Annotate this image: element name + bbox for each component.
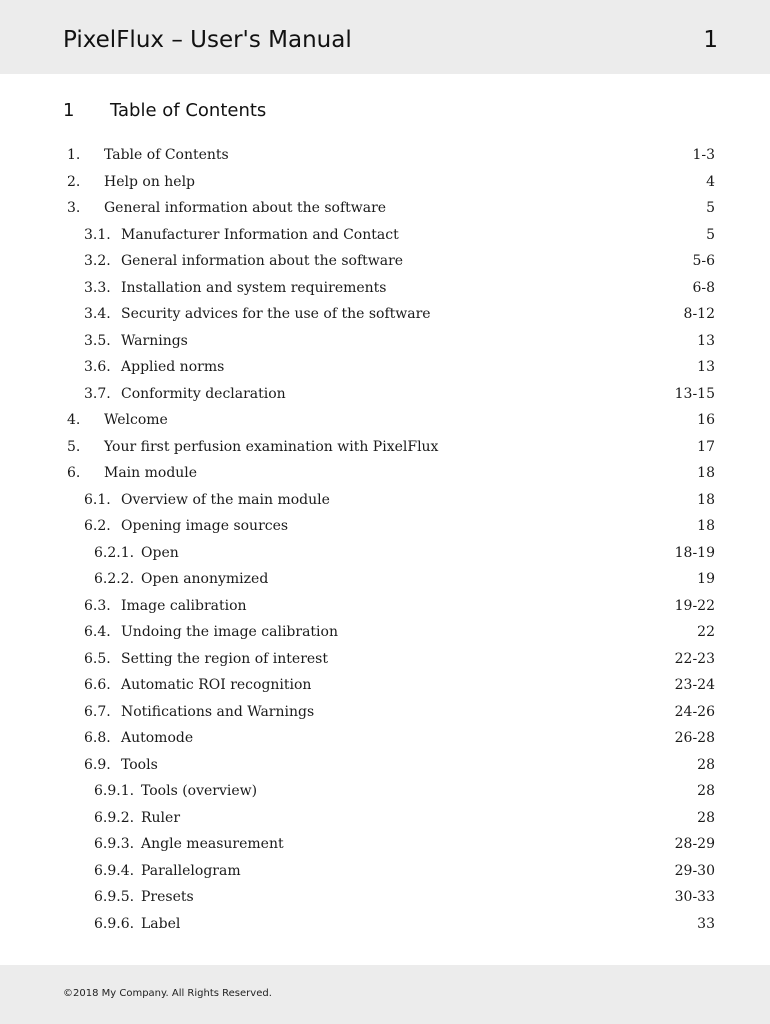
toc-entry-title: Undoing the image calibration (121, 624, 338, 640)
toc-entry-title: Open (141, 544, 179, 561)
toc-entry-title: General information about the software (104, 200, 387, 216)
toc-entry-pages: 1-3 (692, 147, 715, 163)
toc-entry[interactable] (0, 724, 770, 751)
toc-entry-title: Main module (104, 465, 198, 481)
toc-entry-pages: 13 (697, 332, 715, 349)
toc-entry-title: General information about the software (121, 253, 404, 269)
toc-entry[interactable] (0, 830, 770, 857)
toc-entry-number: 6.9.6. (94, 915, 135, 932)
toc-entry-pages: 17 (697, 438, 715, 455)
toc-entry-number: 6. (67, 465, 81, 481)
toc-entry[interactable] (0, 751, 770, 778)
toc-entry-number: 3.3. (84, 279, 111, 296)
toc-entry-title: Notifications and Warnings (121, 703, 315, 720)
toc-entry[interactable] (0, 247, 770, 274)
toc-entry-number: 6.4. (84, 624, 111, 640)
toc-entry-number: 6.9.5. (94, 889, 135, 905)
toc-entry[interactable] (0, 168, 770, 195)
toc-entry-title: Security advices for the use of the software (121, 306, 431, 322)
toc-entry-title: Label (141, 915, 181, 932)
toc-entry-number: 5. (67, 438, 81, 455)
toc-entry-number: 3.6. (84, 359, 111, 375)
toc-entry-number: 6.3. (84, 597, 111, 614)
toc-entry[interactable] (0, 141, 770, 168)
toc-entry-pages: 19-22 (674, 597, 715, 614)
toc-entry-pages: 23-24 (674, 677, 715, 693)
toc-entry-title: Tools (overview) (141, 783, 258, 799)
toc-entry[interactable] (0, 353, 770, 380)
toc-entry-number: 1. (67, 147, 81, 163)
toc-entry-title: Image calibration (121, 597, 247, 614)
toc-entry-title: Automatic ROI recognition (121, 677, 312, 693)
toc-entry-number: 6.9.3. (94, 836, 135, 852)
toc-entry-number: 4. (67, 412, 81, 428)
toc-entry-pages: 18-19 (674, 544, 715, 561)
toc-entry-pages: 22 (697, 624, 715, 640)
toc-entry-number: 3.1. (84, 226, 111, 243)
toc-entry[interactable] (0, 539, 770, 566)
toc-entry-number: 6.5. (84, 650, 111, 667)
toc-entry-number: 6.7. (84, 703, 111, 720)
toc-entry[interactable] (0, 406, 770, 433)
toc-entry-title: Opening image sources (121, 518, 289, 534)
toc-entry[interactable] (0, 618, 770, 645)
toc-entry-pages: 16 (697, 412, 715, 428)
toc-entry-pages: 4 (706, 173, 715, 190)
toc-entry-pages: 30-33 (674, 889, 715, 905)
page-footer (0, 965, 770, 1024)
toc-entry[interactable] (0, 380, 770, 407)
section-number: 1 (63, 100, 75, 121)
toc-entry-pages: 8-12 (683, 306, 715, 322)
toc-entry-pages: 28 (697, 809, 715, 826)
toc-entry-pages: 29-30 (674, 862, 715, 879)
toc-entry-title: Setting the region of interest (121, 650, 328, 667)
toc-entry-pages: 5 (706, 200, 715, 216)
toc-entry-number: 6.1. (84, 491, 111, 508)
toc-entry-pages: 18 (697, 465, 715, 481)
toc-entry-number: 6.2.1. (94, 544, 135, 561)
toc-entry-number: 6.2. (84, 518, 111, 534)
toc-entry-pages: 18 (697, 491, 715, 508)
toc-entry[interactable] (0, 327, 770, 354)
toc-entry-title: Angle measurement (141, 836, 284, 852)
toc-entry-title: Conformity declaration (121, 385, 286, 402)
toc-entry-title: Parallelogram (141, 862, 241, 879)
toc-entry-pages: 5 (706, 226, 715, 243)
toc-entry-number: 3.2. (84, 253, 111, 269)
section-title: Table of Contents (110, 100, 267, 121)
toc-entry-pages: 26-28 (674, 730, 715, 746)
toc-entry-pages: 6-8 (692, 279, 715, 296)
toc-entry-number: 6.8. (84, 730, 111, 746)
toc-entry-pages: 18 (697, 518, 715, 534)
toc-entry[interactable] (0, 300, 770, 327)
toc-entry[interactable] (0, 433, 770, 460)
toc-entry-pages: 5-6 (692, 253, 715, 269)
toc-entry-pages: 24-26 (674, 703, 715, 720)
toc-entry-number: 3. (67, 200, 81, 216)
toc-entry-number: 6.9. (84, 756, 111, 773)
table-of-contents (0, 141, 770, 936)
toc-entry-number: 6.9.1. (94, 783, 135, 799)
toc-entry[interactable] (0, 857, 770, 884)
toc-entry-pages: 13 (697, 359, 715, 375)
toc-entry[interactable] (0, 592, 770, 619)
toc-entry-pages: 33 (697, 915, 715, 932)
toc-entry-number: 6.9.2. (94, 809, 135, 826)
toc-entry[interactable] (0, 777, 770, 804)
toc-entry-title: Manufacturer Information and Contact (121, 226, 399, 243)
toc-entry[interactable] (0, 221, 770, 248)
toc-entry-title: Your first perfusion examination with PixelFlux (104, 438, 439, 455)
toc-entry-title: Help on help (104, 173, 196, 190)
toc-entry[interactable] (0, 804, 770, 831)
toc-entry[interactable] (0, 486, 770, 513)
toc-entry-number: 6.6. (84, 677, 111, 693)
toc-entry[interactable] (0, 698, 770, 725)
toc-entry-title: Ruler (141, 809, 181, 826)
toc-entry-number: 3.7. (84, 385, 111, 402)
document-title: PixelFlux – User's Manual (63, 27, 352, 53)
toc-entry[interactable] (0, 512, 770, 539)
toc-entry[interactable] (0, 910, 770, 937)
toc-entry-title: Presets (141, 889, 194, 905)
toc-entry[interactable] (0, 645, 770, 672)
toc-entry-title: Welcome (104, 412, 168, 428)
toc-entry-title: Overview of the main module (121, 491, 330, 508)
toc-entry-pages: 28 (697, 756, 715, 773)
page-header (0, 0, 770, 74)
toc-entry-pages: 19 (697, 571, 715, 587)
toc-entry-number: 3.4. (84, 306, 111, 322)
toc-entry-pages: 22-23 (674, 650, 715, 667)
toc-entry-number: 6.9.4. (94, 862, 135, 879)
toc-entry-title: Installation and system requirements (121, 279, 387, 296)
toc-entry-title: Applied norms (121, 359, 225, 375)
section-heading (63, 100, 266, 121)
toc-entry-pages: 28 (697, 783, 715, 799)
toc-entry-title: Warnings (121, 332, 188, 349)
toc-entry-title: Tools (121, 756, 158, 773)
toc-entry[interactable] (0, 565, 770, 592)
toc-entry-number: 2. (67, 173, 81, 190)
toc-entry[interactable] (0, 274, 770, 301)
toc-entry[interactable] (0, 883, 770, 910)
toc-entry-title: Open anonymized (141, 571, 269, 587)
toc-entry-title: Table of Contents (104, 147, 229, 163)
toc-entry-number: 6.2.2. (94, 571, 135, 587)
toc-entry-pages: 13-15 (674, 385, 715, 402)
toc-entry-number: 3.5. (84, 332, 111, 349)
toc-entry-pages: 28-29 (674, 836, 715, 852)
toc-entry[interactable] (0, 194, 770, 221)
toc-entry-title: Automode (121, 730, 194, 746)
toc-entry[interactable] (0, 459, 770, 486)
toc-entry[interactable] (0, 671, 770, 698)
page-number: 1 (703, 27, 718, 53)
copyright-notice: ©2018 My Company. All Rights Reserved. (63, 988, 272, 999)
